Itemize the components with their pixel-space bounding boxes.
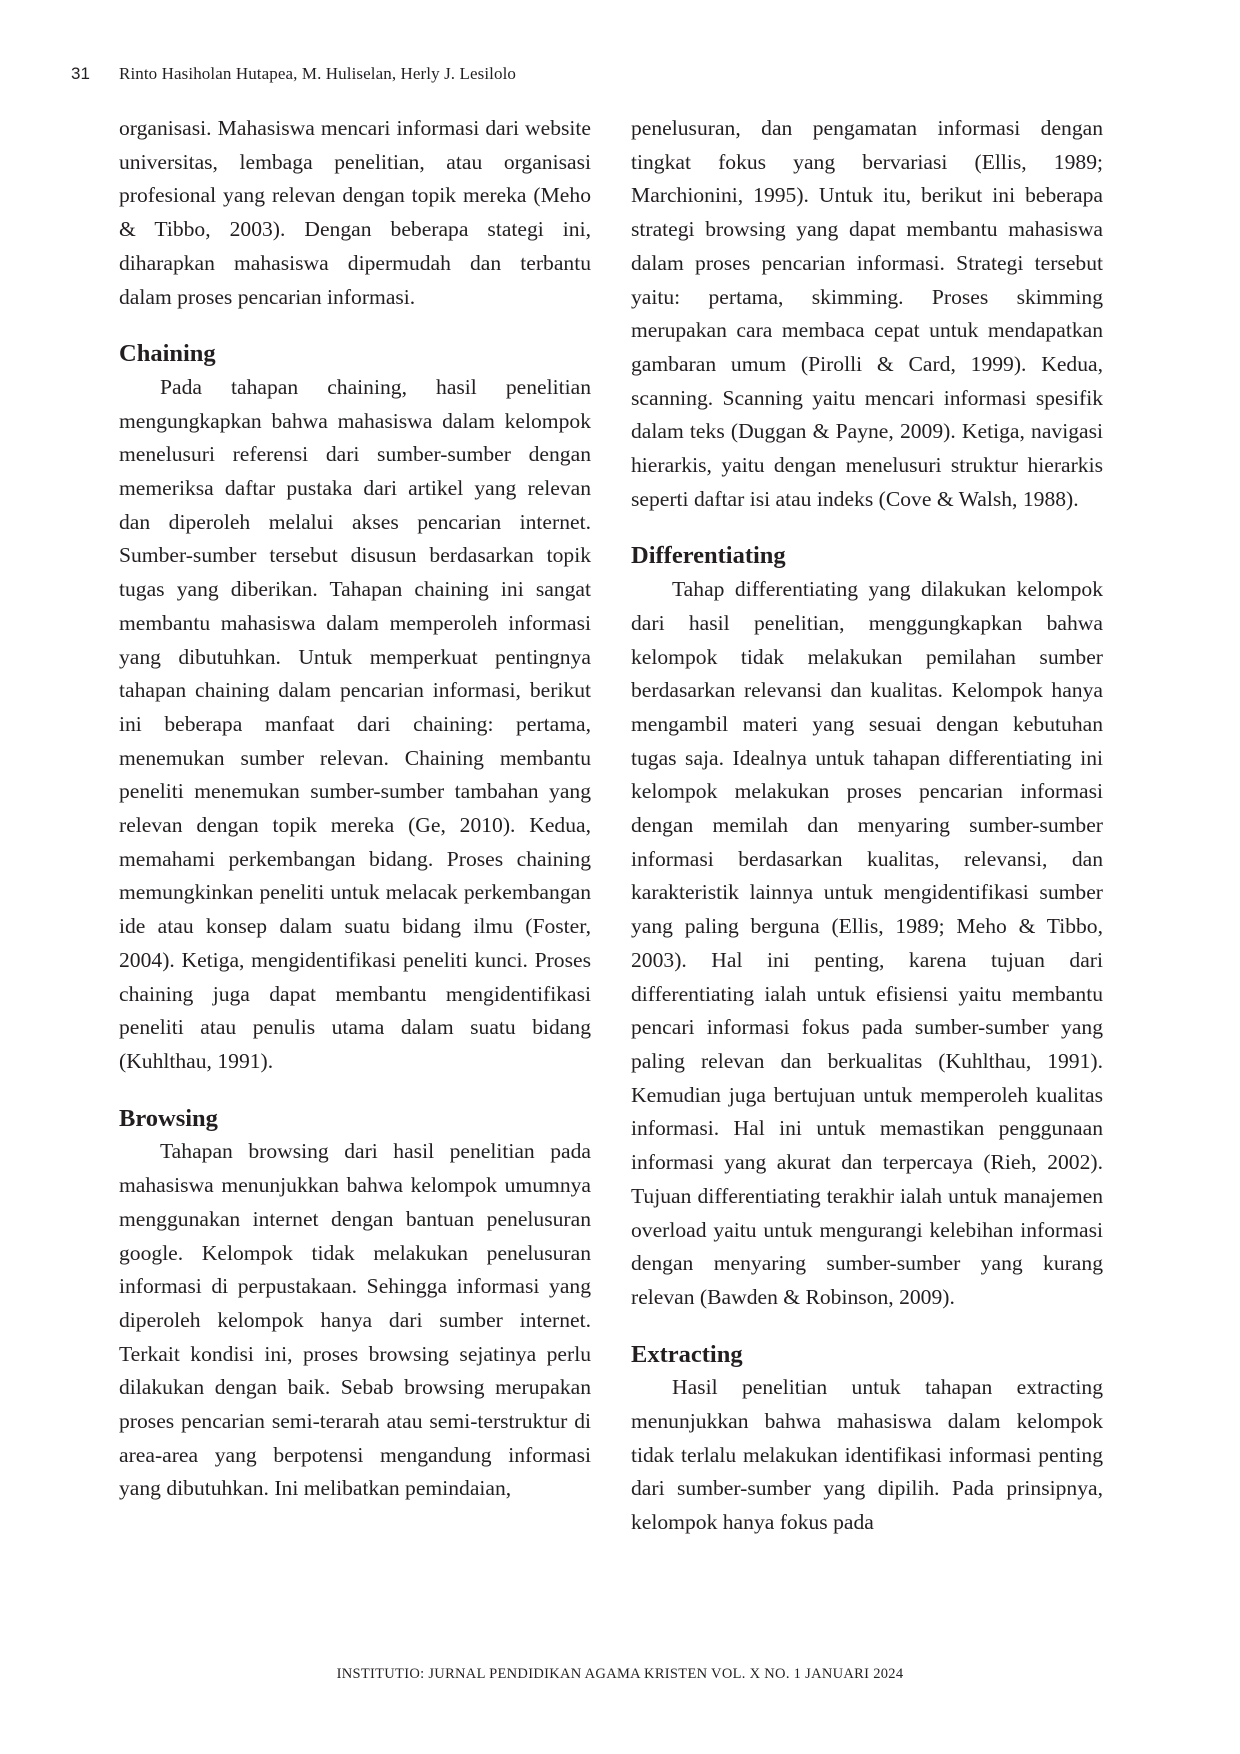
browsing-paragraph: Tahapan browsing dari hasil penelitian pada mahasiswa menunjukkan bahwa kelompok umumnya menggunakan internet dengan bantuan penelusuran google. Kelompok tidak melakukan penelusuran informasi di perpustakaan. Sehingga informasi yang diperoleh kelompok hanya dari sumber internet. Terkait kondisi ini, proses browsing sejatinya perlu dilakukan dengan baik. Sebab browsing merupakan proses pencarian semi-terarah atau semi-terstruktur di area-area yang berpotensi mengandung informasi yang dibutuhkan. Ini melibatkan pemindaian, [119,1139,591,1501]
differentiating-heading: Differentiating [631,542,786,570]
running-header [71,64,516,88]
extracting-heading: Extracting [631,1340,743,1368]
chaining-paragraph: Pada tahapan chaining, hasil penelitian mengungkapkan bahwa mahasiswa dalam kelompok menelusuri referensi dari sumber-sumber dengan memeriksa daftar pustaka dari artikel yang relevan dan diperoleh melalui akses pencarian internet. Sumber-sumber tersebut disusun berdasarkan topik tugas yang diberikan. Tahapan chaining ini sangat membantu mahasiswa dalam memperoleh informasi yang dibutuhkan. Untuk memperkuat pentingnya tahapan chaining dalam pencarian informasi, berikut ini beberapa manfaat dari chaining: pertama, menemukan sumber relevan. Chaining membantu peneliti menemukan sumber-sumber tambahan yang relevan dengan topik mereka (Ge, 2010). Kedua, memahami perkembangan bidang. Proses chaining memungkinkan peneliti untuk melacak perkembangan ide atau konsep dalam suatu bidang ilmu (Foster, 2004). Ketiga, mengidentifikasi peneliti kunci. Proses chaining juga dapat membantu mengidentifikasi peneliti atau penulis utama dalam suatu bidang (Kuhlthau, 1991). [119,374,591,1073]
intro-paragraph: organisasi. Mahasiswa mencari informasi dari website universitas, lembaga penelitian, atau organisasi profesional yang relevan dengan topik mereka (Meho & Tibbo, 2003). Dengan beberapa stategi ini, diharapkan mahasiswa dipermudah dan terbantu dalam proses pencarian informasi. [119,116,591,309]
author-names: Rinto Hasiholan Hutapea, M. Huliselan, Herly J. Lesilolo [119,64,517,83]
left-column [119,112,591,1506]
browsing-continued-paragraph: penelusuran, dan pengamatan informasi dengan tingkat fokus yang bervariasi (Ellis, 1989; Marchionini, 1995). Untuk itu, berikut ini beberapa strategi browsing yang dapat membantu mahasiswa dalam proses pencarian informasi. Strategi tersebut yaitu: pertama, skimming. Proses skimming merupakan cara membaca cepat untuk mendapatkan gambaran umum (Pirolli & Card, 1999). Kedua, scanning. Scanning yaitu mencari informasi spesifik dalam teks (Duggan & Payne, 2009). Ketiga, navigasi hierarkis, yaitu dengan menelusuri struktur hierarkis seperti daftar isi atau indeks (Cove & Walsh, 1988). [631,116,1103,511]
differentiating-paragraph: Tahap differentiating yang dilakukan kelompok dari hasil penelitian, menggungkapkan bahwa kelompok tidak melakukan pemilahan sumber berdasarkan relevansi dan kualitas. Kelompok hanya mengambil materi yang sesuai dengan kebutuhan tugas saja. Idealnya untuk tahapan differentiating ini kelompok melakukan proses pencarian informasi dengan memilah dan menyaring sumber-sumber informasi berdasarkan kualitas, relevansi, dan karakteristik lainnya untuk mengidentifikasi sumber yang paling berguna (Ellis, 1989; Meho & Tibbo, 2003). Hal ini penting, karena tujuan dari differentiating ialah untuk efisiensi yaitu membantu pencari informasi fokus pada sumber-sumber yang paling relevan dan berkualitas (Kuhlthau, 1991). Kemudian juga bertujuan untuk memperoleh kualitas informasi. Hal ini untuk memastikan penggunaan informasi yang akurat dan terpercaya (Rieh, 2002). Tujuan differentiating terakhir ialah untuk manajemen overload yaitu untuk mengurangi kelebihan informasi dengan menyaring sumber-sumber yang kurang relevan (Bawden & Robinson, 2009). [631,577,1103,1309]
chaining-heading: Chaining [119,340,216,368]
browsing-heading: Browsing [119,1104,218,1132]
page-number: 31 [71,64,90,83]
journal-footer: INSTITUTIO: JURNAL PENDIDIKAN AGAMA KRISTEN VOL. X NO. 1 JANUARI 2024 [336,1666,904,1682]
extracting-paragraph: Hasil penelitian untuk tahapan extracting menunjukkan bahwa mahasiswa dalam kelompok tidak terlalu melakukan identifikasi informasi penting dari sumber-sumber yang dipilih. Pada prinsipnya, kelompok hanya fokus pada [631,1375,1103,1535]
right-column [631,112,1103,1540]
